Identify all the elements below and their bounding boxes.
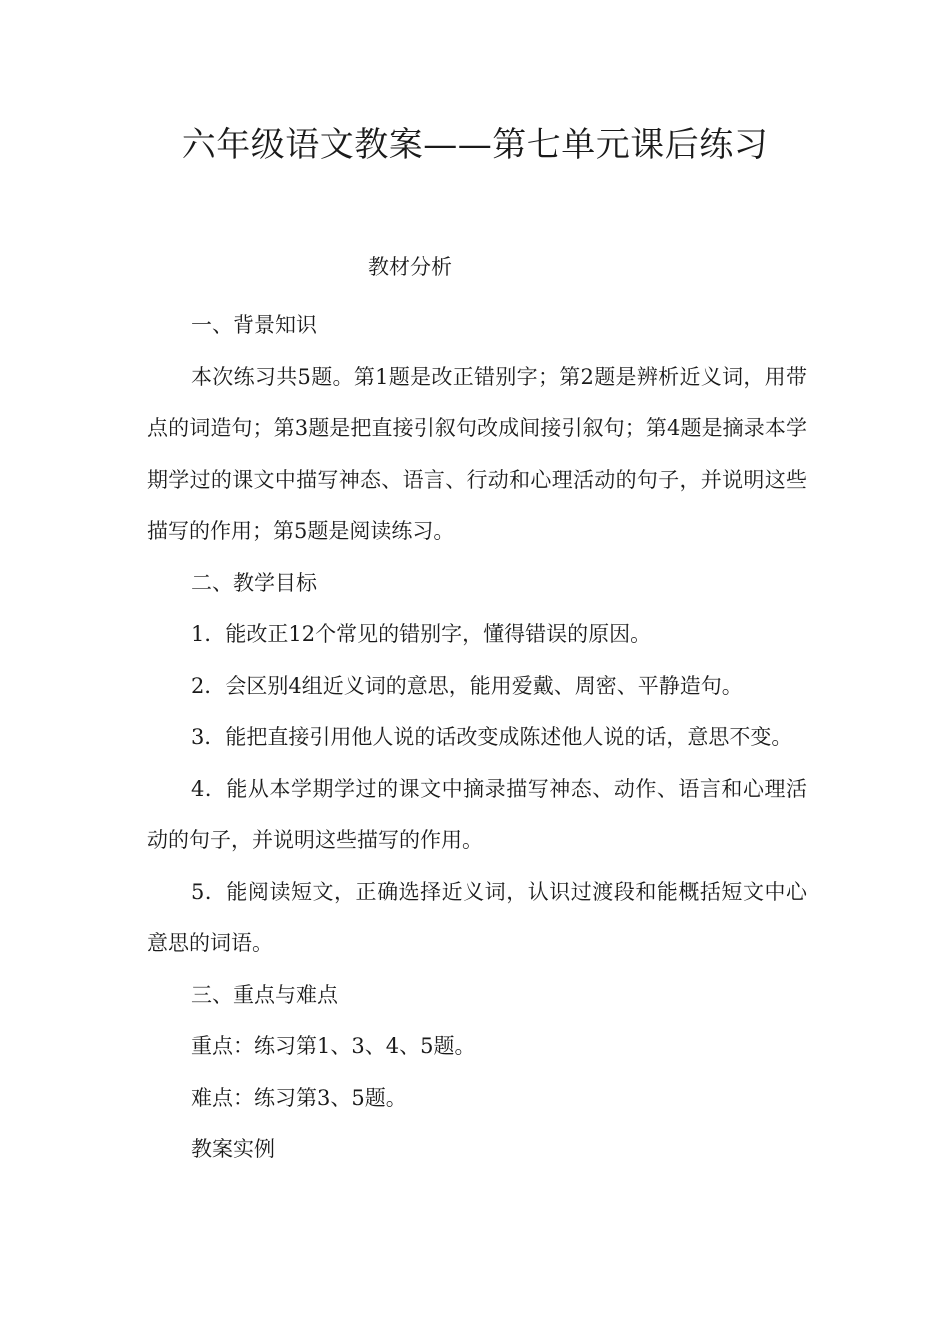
objective-item-2: 2．会区别4组近义词的意思，能用爱戴、周密、平静造句。 (191, 673, 743, 698)
document-title: 六年级语文教案——第七单元课后练习 (181, 125, 769, 165)
section-title: 教材分析 (368, 255, 452, 279)
objective-item-4: 4．能从本学期学过的课文中摘录描写神态、动作、语言和心理活动的句子，并说明这些描写的作用。 (147, 776, 807, 852)
document-body (147, 300, 807, 1176)
paragraph-background: 本次练习共5题。第1题是改正错别字；第2题是辨析近义词，用带点的词造句；第3题是把直接引叙句改成间接引叙句；第4题是摘录本学期学过的课文中描写神态、语言、行动和心理活动的句子，并说明这些描写的作用；第5题是阅读练习。 (147, 364, 807, 543)
heading-lesson-example: 教案实例 (191, 1137, 275, 1161)
key-points-text: 重点：练习第1、3、4、5题。 (191, 1034, 476, 1058)
objective-item-5: 5．能阅读短文，正确选择近义词，认识过渡段和能概括短文中心意思的词语。 (147, 879, 807, 955)
objective-item-1: 1．能改正12个常见的错别字，懂得错误的原因。 (191, 622, 652, 646)
heading-background: 一、背景知识 (191, 313, 317, 337)
heading-key-points: 三、重点与难点 (191, 982, 338, 1007)
difficult-points-text: 难点：练习第3、5题。 (191, 1085, 407, 1110)
objective-item-3: 3．能把直接引用他人说的话改变成陈述他人说的话，意思不变。 (191, 725, 793, 749)
heading-objectives: 二、教学目标 (191, 570, 317, 595)
